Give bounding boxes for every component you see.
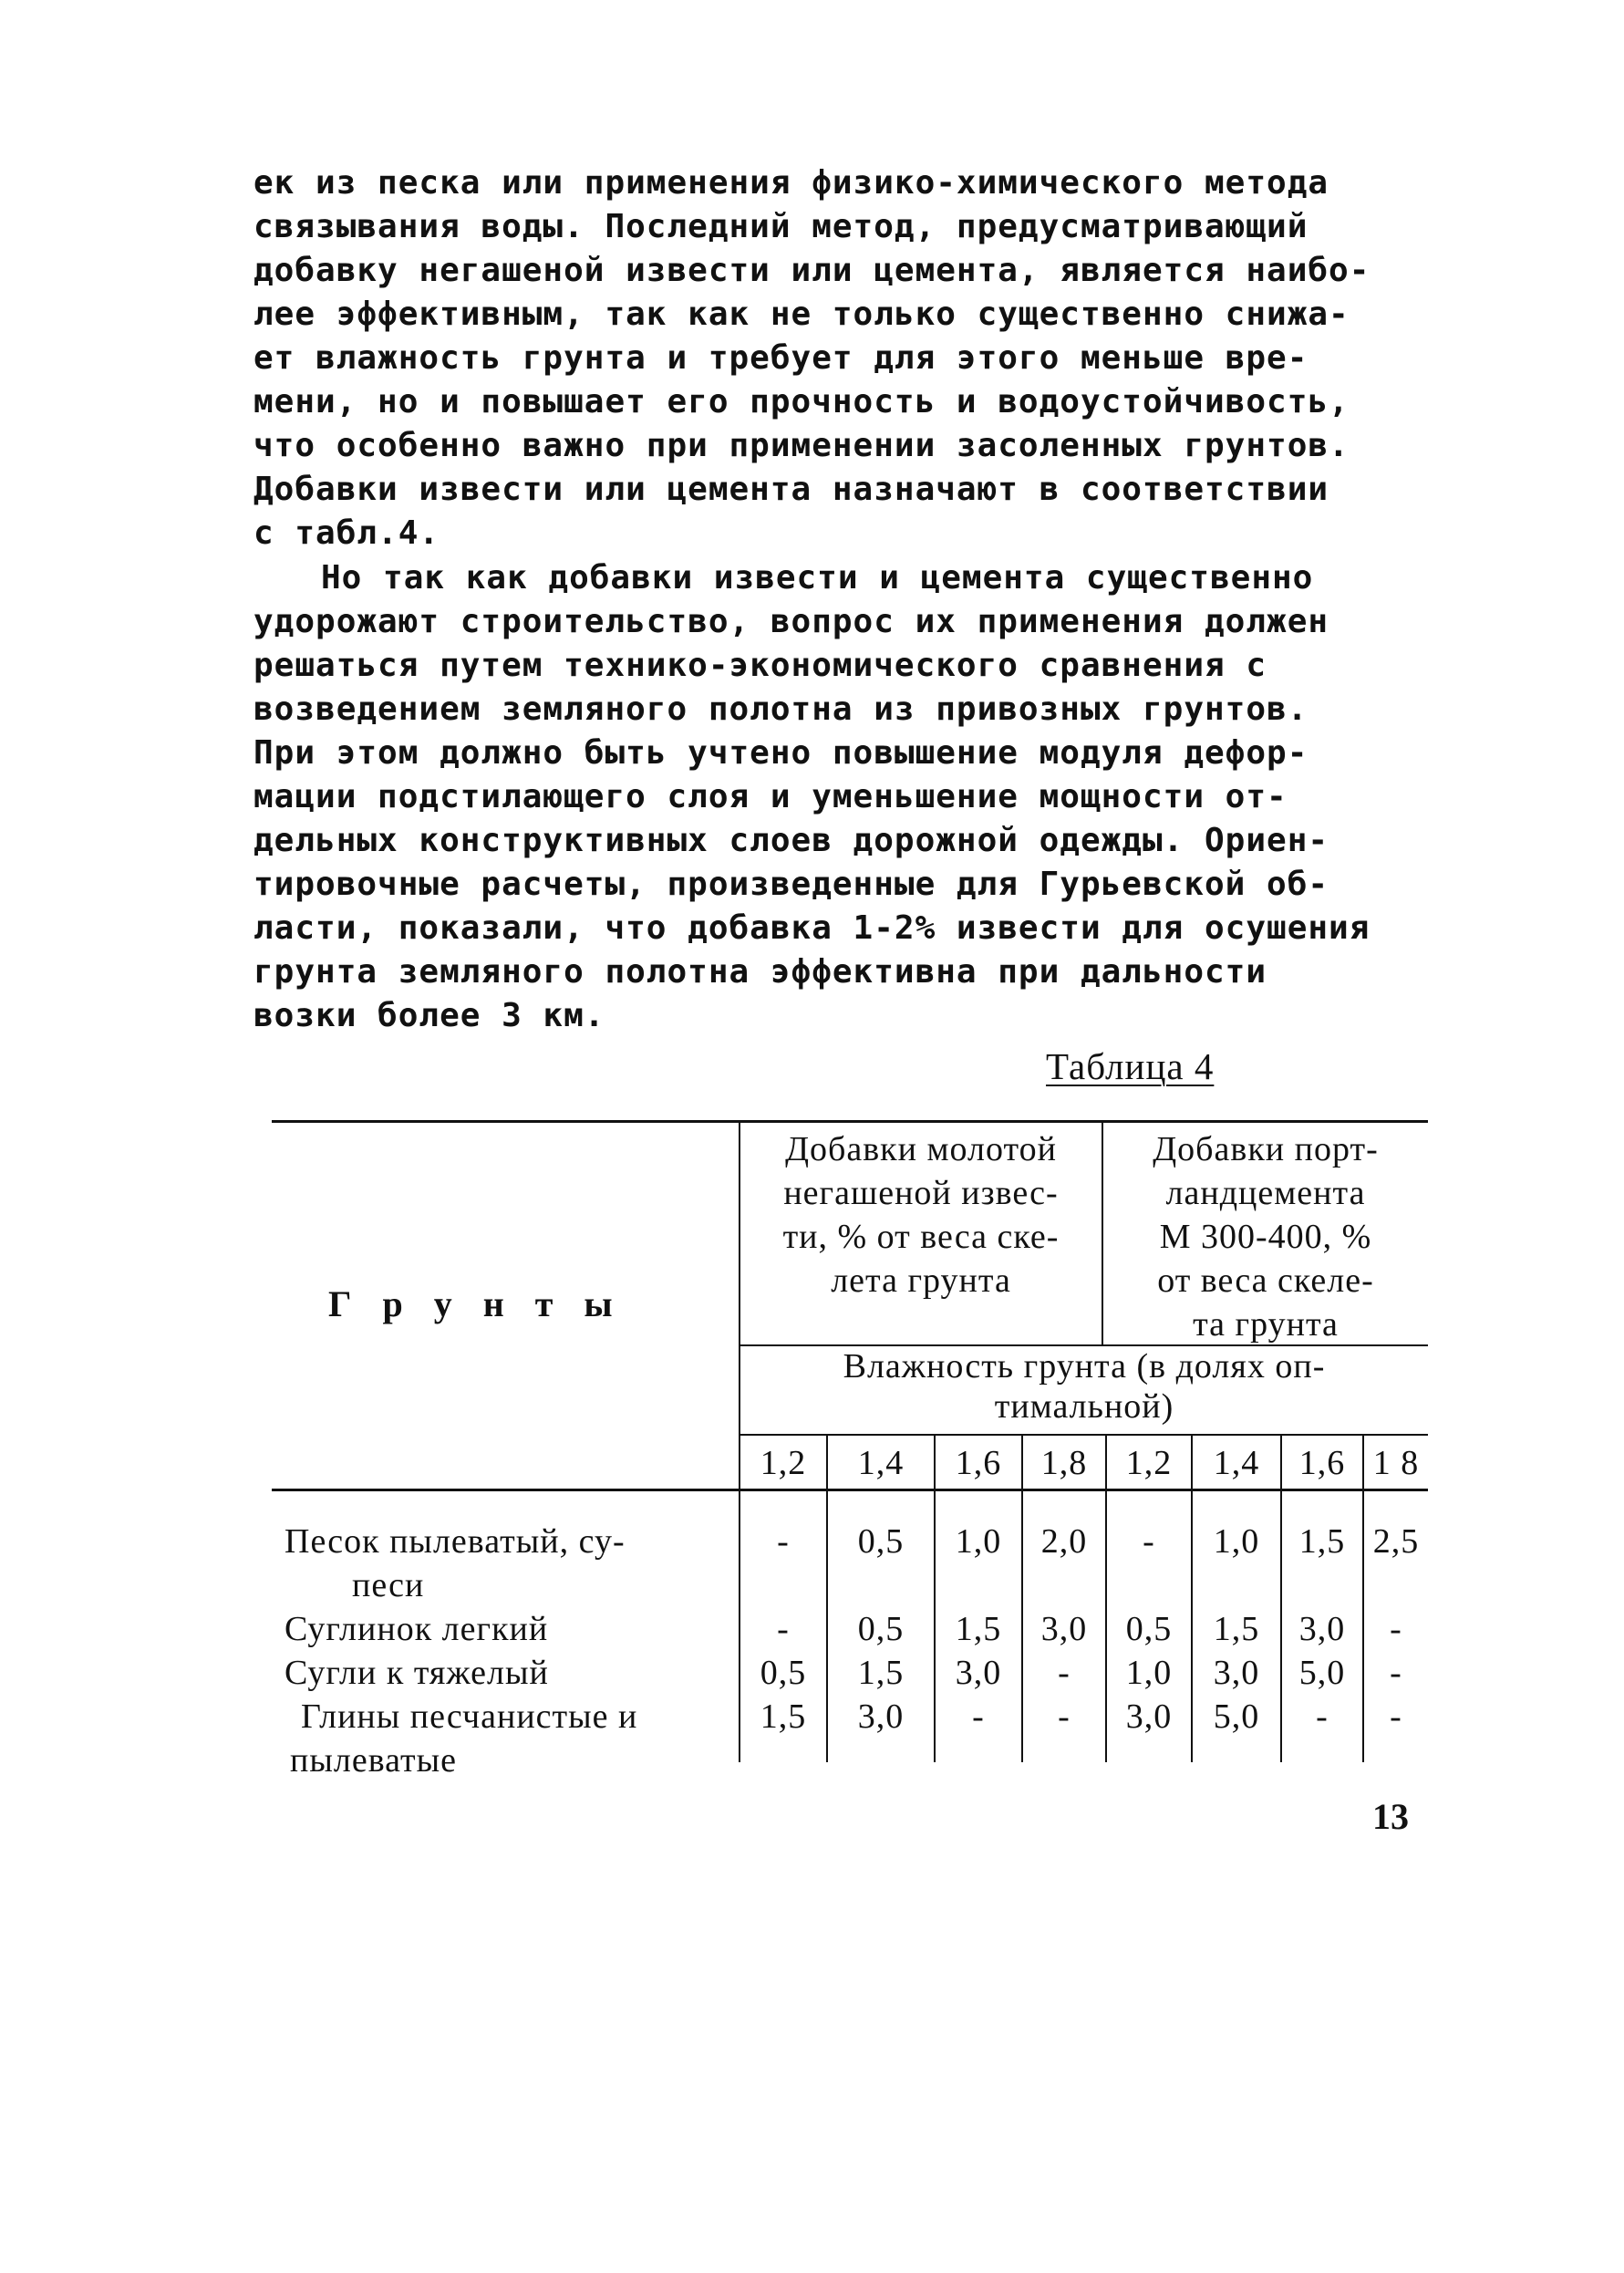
table-cell: 1,0 [1125,1654,1173,1692]
header-cement-line: Добавки порт- [1153,1130,1379,1168]
table-cell: 5,0 [1298,1654,1346,1692]
soil-name-line: песи [352,1566,425,1604]
text-line: добавку негашеной извести или цемента, является наибо- [253,252,1371,289]
header-lime [740,1127,1102,1303]
table-cell: 5,0 [1213,1697,1260,1736]
header-cement-line: М 300-400, % [1159,1218,1372,1256]
soil-name [284,1607,548,1651]
table-cell: 1,5 [1213,1610,1260,1648]
soil-name-line: Сугли к тяжелый [284,1654,549,1692]
moisture-level: 1,8 [1040,1444,1088,1482]
text-line: ек из песка или применения физико-химического метода [253,164,1329,202]
moisture-level: 1 8 [1372,1444,1420,1482]
text-line: ласти, показали, что добавка 1-2% извести для осушения [253,909,1371,947]
table-cell: 3,0 [1040,1610,1088,1648]
soil-name-line: Суглинок легкий [284,1610,549,1648]
table-cell: 3,0 [955,1654,1002,1692]
moisture-level: 1,6 [1298,1444,1346,1482]
text-line: Добавки извести или цемента назначают в соответствии [253,471,1329,508]
text-line: При этом должно быть учтено повышение модуля дефор- [253,734,1309,772]
text-line: удорожают строительство, вопрос их применения должен [253,603,1329,640]
text-line: лее эффективным, так как не только существенно снижа- [253,296,1350,333]
text-line: грунта земляного полотна эффективна при дальности [253,953,1267,991]
table-cell: - [1058,1697,1071,1736]
soil-name [284,1520,626,1607]
text-line: решаться путем технико-экономического сравнения с [253,647,1267,684]
text-line: Но так как добавки извести и цемента существенно [321,559,1314,597]
moisture-level: 1,2 [760,1444,807,1482]
table-cell: 0,5 [760,1654,807,1692]
moisture-level: 1,6 [955,1444,1002,1482]
table-cell: - [1390,1654,1402,1692]
table-cell: 0,5 [1125,1610,1173,1648]
table-cell: - [777,1522,790,1561]
moisture-level: 1,4 [1213,1444,1260,1482]
table-cell: 3,0 [1298,1610,1346,1648]
text-line: связывания воды. Последний метод, предусматривающий [253,208,1309,245]
text-line: дельных конструктивных слоев дорожной одежды. Ориен- [253,822,1329,859]
table-cell: 0,5 [857,1522,905,1561]
table-cell: 1,0 [955,1522,1002,1561]
header-lime-line: лета грунта [831,1261,1011,1300]
header-lime-line: ти, % от веса ске- [782,1218,1060,1256]
page-number: 13 [1372,1796,1409,1837]
table-cell: 1,0 [1213,1522,1260,1561]
table-top-rule [272,1120,1428,1123]
table-cell: - [777,1610,790,1648]
table-cell: 3,0 [1213,1654,1260,1692]
moisture-divider-rule [740,1434,1428,1436]
table-cell: - [1143,1522,1155,1561]
table-cell: - [972,1697,985,1736]
soil-name-line: Песок пылеватый, су- [284,1522,626,1561]
text-line: возведением земляного полотна из привозных грунтов. [253,690,1309,728]
table-cell: - [1390,1610,1402,1648]
table-cell: - [1316,1697,1329,1736]
text-line: мени, но и повышает его прочность и водоустойчивость, [253,383,1350,420]
table-cell: 1,5 [1298,1522,1346,1561]
header-soils: Г р у н т ы [328,1283,624,1324]
soil-name-line: Глины песчанистые и [301,1697,638,1736]
text-line: что особенно важно при применении засоленных грунтов. [253,427,1350,464]
text-line: тировочные расчеты, произведенные для Гурьевской об- [253,866,1329,903]
header-lime-line: Добавки молотой [785,1130,1057,1168]
soil-name-line: пылеватые [290,1741,458,1780]
header-moisture-line: Влажность грунта (в долях оп- [843,1347,1326,1386]
header-lime-line: негашеной извес- [783,1174,1059,1212]
text-line: возки более 3 км. [253,997,605,1034]
header-cement-line: ландцемента [1165,1174,1366,1212]
table-cell: 1,5 [955,1610,1002,1648]
header-bottom-rule [272,1489,1428,1491]
text-line: мации подстилающего слоя и уменьшение мощности от- [253,778,1288,815]
header-moisture [740,1346,1428,1427]
table-title: Таблица 4 [1046,1045,1215,1087]
table-cell: - [1058,1654,1071,1692]
header-cement-line: от веса скеле- [1157,1261,1374,1300]
soil-name [290,1695,638,1782]
table-cell: 3,0 [1125,1697,1173,1736]
table-cell: 1,5 [760,1697,807,1736]
text-line: с табл.4. [253,514,440,552]
soil-name [284,1651,549,1695]
header-cement-line: та грунта [1193,1305,1339,1344]
moisture-level: 1,4 [857,1444,905,1482]
table-cell: - [1390,1697,1402,1736]
moisture-level: 1,2 [1125,1444,1173,1482]
header-cement [1103,1127,1428,1346]
table-cell: 1,5 [857,1654,905,1692]
table-cell: 0,5 [857,1610,905,1648]
table-cell: 2,5 [1372,1522,1420,1561]
header-moisture-line: тимальной) [994,1387,1174,1426]
table-cell: 2,0 [1040,1522,1088,1561]
text-line: ет влажность грунта и требует для этого меньше вре- [253,339,1309,377]
table-cell: 3,0 [857,1697,905,1736]
